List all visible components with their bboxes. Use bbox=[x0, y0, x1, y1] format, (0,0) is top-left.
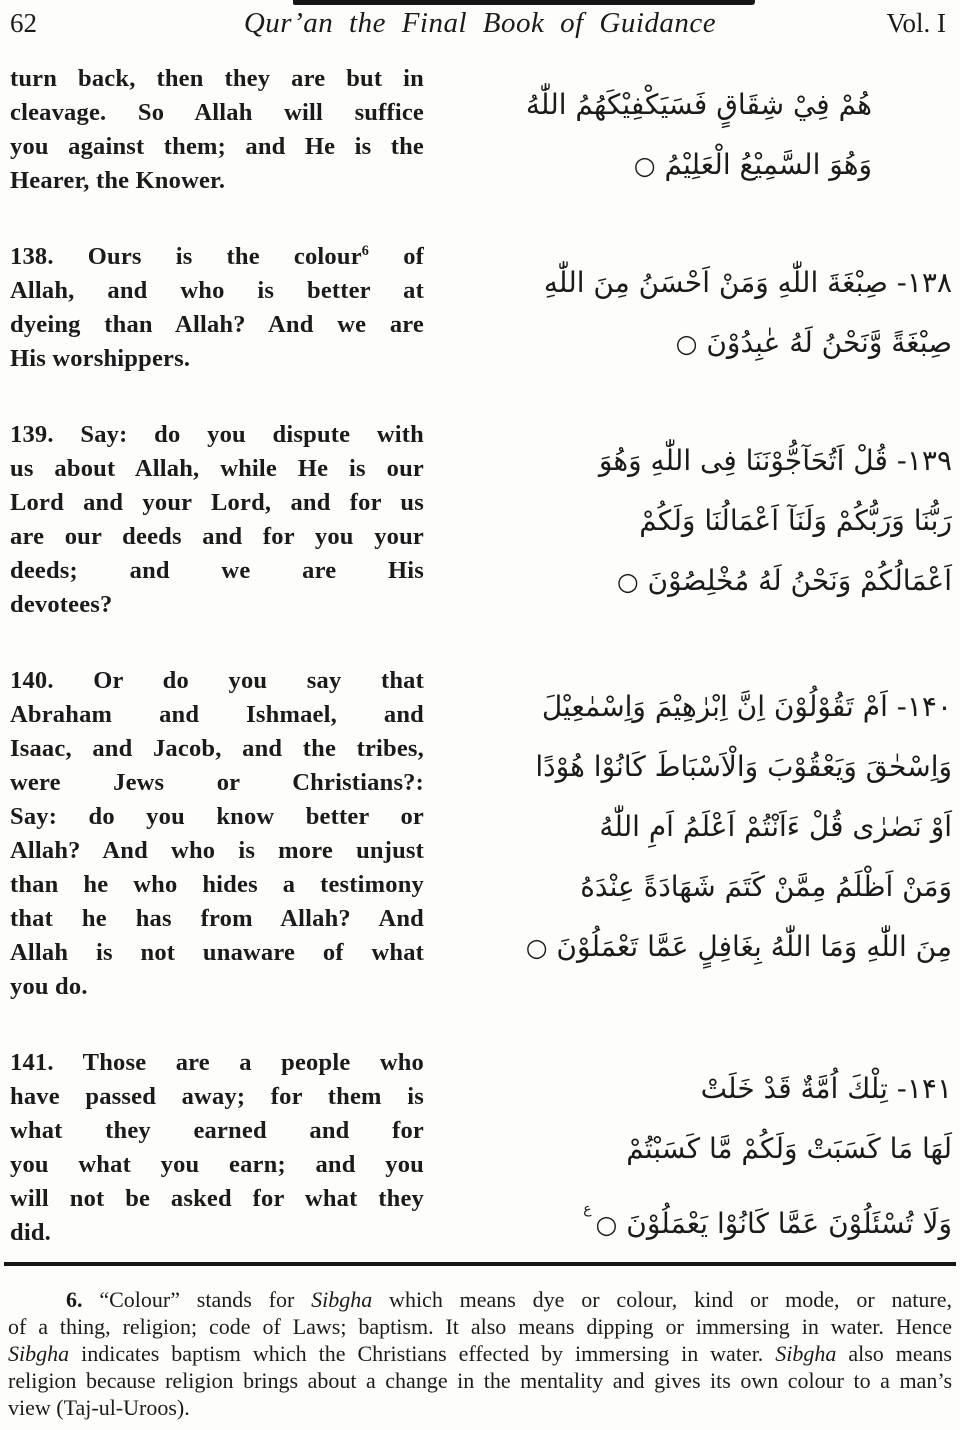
verse-english-text bbox=[10, 1046, 424, 1255]
verse-arabic-text bbox=[440, 62, 872, 198]
verse-english-text bbox=[10, 664, 424, 1004]
text-segment: اَوْ نَصٰرٰى قُلْ ءَاَنْتُمْ اَعْلَمُ اَمِ اللّٰهُ bbox=[599, 810, 952, 843]
text-segment: 140. Or do you say that bbox=[10, 667, 424, 694]
english-line bbox=[10, 520, 424, 554]
verse-arabic-text bbox=[440, 418, 952, 622]
text-segment: which means dye or colour, kind or mode, or nature, bbox=[372, 1287, 952, 1312]
english-line bbox=[10, 800, 424, 834]
english-line bbox=[10, 274, 424, 308]
english-line bbox=[10, 936, 424, 970]
arabic-line bbox=[440, 857, 952, 917]
text-segment: cleavage. So Allah will suffice bbox=[10, 99, 424, 126]
ruku-marker: ع bbox=[583, 1201, 592, 1217]
english-line bbox=[10, 1216, 424, 1250]
english-line bbox=[10, 834, 424, 868]
ayah-end-marker: ○ bbox=[633, 151, 656, 180]
text-segment: وَاِسْحٰقَ وَيَعْقُوْبَ وَالْاَسْبَاطَ كَانُوْا هُوْدًا bbox=[535, 750, 952, 783]
english-line bbox=[10, 452, 424, 486]
text-segment: were Jews or Christians?: bbox=[10, 769, 424, 796]
arabic-line bbox=[440, 313, 952, 374]
text-segment: religion because religion brings about a change in the mentality and gives its own colour to a man’s bbox=[8, 1368, 952, 1393]
verse-arabic-text bbox=[440, 240, 952, 376]
footnote-line bbox=[8, 1313, 952, 1340]
text-segment: Allah is not unaware of what bbox=[10, 939, 424, 966]
english-line bbox=[10, 698, 424, 732]
verse-140 bbox=[10, 664, 952, 1004]
bold-text: 6. bbox=[66, 1287, 83, 1312]
text-segment: وَهُوَ السَّمِيْعُ الْعَلِيْمُ bbox=[655, 148, 872, 181]
footnote-ref: 6 bbox=[361, 242, 370, 259]
text-segment: also means bbox=[836, 1341, 952, 1366]
text-segment: Allah, and who is better at bbox=[10, 277, 424, 304]
text-segment: us about Allah, while He is our bbox=[10, 455, 424, 482]
text-segment: His worshippers. bbox=[10, 345, 191, 372]
english-line bbox=[10, 868, 424, 902]
english-line bbox=[10, 970, 424, 1004]
footnote bbox=[8, 1286, 952, 1421]
text-segment: 138. Ours is the colour bbox=[10, 243, 362, 270]
arabic-line bbox=[440, 917, 952, 978]
verse-137-continuation bbox=[10, 62, 952, 198]
scan-artifact bbox=[293, 0, 755, 5]
text-segment: وَلَا تُسْئَلُوْنَ عَمَّا كَانُوْا يَعْمَلُوْنَ bbox=[617, 1207, 952, 1240]
footnote-line bbox=[8, 1340, 952, 1367]
arabic-line bbox=[440, 1059, 952, 1119]
text-segment: indicates baptism which the Christians effected by immersing in water. bbox=[69, 1341, 776, 1366]
text-segment: ۱۳۸- صِبْغَةَ اللّٰهِ وَمَنْ اَحْسَنُ مِنَ اللّٰهِ bbox=[543, 266, 952, 299]
text-segment: what they earned and for bbox=[10, 1117, 424, 1144]
page-title: Qur’an the Final Book of Guidance bbox=[243, 7, 717, 39]
footnote-divider bbox=[4, 1262, 956, 1266]
text-segment: you what you earn; and you bbox=[10, 1151, 424, 1178]
verse-138 bbox=[10, 240, 952, 376]
ayah-end-marker: ○ bbox=[595, 1210, 618, 1239]
text-segment: Say: do you know better or bbox=[10, 803, 424, 830]
text-segment: Allah? And who is more unjust bbox=[10, 837, 424, 864]
text-segment: رَبُّنَا وَرَبُّكُمْ وَلَنَآ اَعْمَالُنَا وَلَكُمْ bbox=[639, 504, 952, 537]
text-segment: devotees? bbox=[10, 591, 113, 618]
text-segment: you against them; and He is the bbox=[10, 133, 424, 160]
text-segment: ۱۴۱- تِلْكَ اُمَّةٌ قَدْ خَلَتْ bbox=[700, 1072, 952, 1105]
page-number: 62 bbox=[10, 8, 37, 38]
verse-english-text bbox=[10, 418, 424, 622]
text-segment: are our deeds and for you your bbox=[10, 523, 424, 550]
verse-141 bbox=[10, 1046, 952, 1255]
arabic-line bbox=[440, 1119, 952, 1179]
arabic-line bbox=[440, 431, 952, 491]
english-line bbox=[10, 902, 424, 936]
page-header bbox=[0, 6, 960, 52]
english-line bbox=[10, 62, 424, 96]
arabic-line bbox=[440, 491, 952, 551]
text-segment: Isaac, and Jacob, and the tribes, bbox=[10, 735, 424, 762]
arabic-line bbox=[440, 135, 872, 196]
text-segment: مِنَ اللّٰهِ وَمَا اللّٰهُ بِغَافِلٍ عَمَّا تَعْمَلُوْنَ bbox=[547, 930, 952, 963]
text-segment: هُمْ فِيْ شِقَاقٍ فَسَيَكْفِيْكَهُمُ اللّٰهُ bbox=[525, 88, 872, 121]
english-line bbox=[10, 308, 424, 342]
ayah-end-marker: ○ bbox=[525, 933, 548, 962]
text-segment: turn back, then they are but in bbox=[10, 65, 424, 92]
footnote-line bbox=[8, 1286, 952, 1313]
text-segment: view (Taj-ul-Uroos). bbox=[8, 1395, 190, 1420]
italic-text: Sibgha bbox=[311, 1287, 373, 1312]
volume-label: Vol. I bbox=[886, 8, 946, 38]
footnote-line bbox=[8, 1367, 952, 1394]
text-segment: صِبْغَةً وَّنَحْنُ لَهُ عٰبِدُوْنَ bbox=[697, 326, 952, 359]
text-segment: of a thing, religion; code of Laws; baptism. It also means dipping or immersing in water. Hence bbox=[8, 1314, 952, 1339]
text-segment: will not be asked for what they bbox=[10, 1185, 424, 1212]
english-line bbox=[10, 1046, 424, 1080]
text-segment: you do. bbox=[10, 973, 88, 1000]
arabic-line bbox=[440, 1179, 952, 1255]
english-line bbox=[10, 1148, 424, 1182]
ayah-end-marker: ○ bbox=[675, 329, 698, 358]
text-segment: Abraham and Ishmael, and bbox=[10, 701, 424, 728]
arabic-line bbox=[440, 551, 952, 612]
english-line bbox=[10, 588, 424, 622]
english-line bbox=[10, 164, 424, 198]
verses-container bbox=[10, 62, 952, 1297]
text-segment: that he has from Allah? And bbox=[10, 905, 424, 932]
arabic-line bbox=[440, 797, 952, 857]
english-line bbox=[10, 418, 424, 452]
text-segment: dyeing than Allah? And we are bbox=[10, 311, 424, 338]
text-segment: لَهَا مَا كَسَبَتْ وَلَكُمْ مَّا كَسَبْتُمْ bbox=[626, 1132, 952, 1165]
text-segment: ۱۳۹- قُلْ اَتُحَآجُّوْنَنَا فِى اللّٰهِ وَهُوَ bbox=[598, 444, 952, 477]
text-segment: have passed away; for them is bbox=[10, 1083, 424, 1110]
arabic-line bbox=[440, 253, 952, 313]
text-segment: ۱۴۰- اَمْ تَقُوْلُوْنَ اِنَّ اِبْرٰهِيْمَ وَاِسْمٰعِيْلَ bbox=[541, 690, 952, 723]
verse-139 bbox=[10, 418, 952, 622]
text-segment: of bbox=[369, 243, 425, 270]
english-line bbox=[10, 766, 424, 800]
text-segment: than he who hides a testimony bbox=[10, 871, 424, 898]
verse-arabic-text bbox=[440, 1046, 952, 1255]
text-segment: Lord and your Lord, and for us bbox=[10, 489, 424, 516]
text-segment: 139. Say: do you dispute with bbox=[10, 421, 424, 448]
arabic-line bbox=[440, 737, 952, 797]
english-line bbox=[10, 96, 424, 130]
english-line bbox=[10, 240, 424, 274]
text-segment: deeds; and we are His bbox=[10, 557, 424, 584]
text-segment: وَمَنْ اَظْلَمُ مِمَّنْ كَتَمَ شَهَادَةً عِنْدَهُ bbox=[580, 870, 952, 903]
english-line bbox=[10, 342, 424, 376]
verse-arabic-text bbox=[440, 664, 952, 1004]
text-segment: Hearer, the Knower. bbox=[10, 167, 226, 194]
text-segment: اَعْمَالُكُمْ وَنَحْنُ لَهُ مُخْلِصُوْنَ bbox=[638, 564, 952, 597]
english-line bbox=[10, 732, 424, 766]
verse-english-text bbox=[10, 62, 424, 198]
arabic-line bbox=[440, 75, 872, 135]
text-segment: did. bbox=[10, 1219, 51, 1246]
text-segment: “Colour” stands for bbox=[82, 1287, 312, 1312]
footnote-line bbox=[8, 1394, 952, 1421]
english-line bbox=[10, 1114, 424, 1148]
verse-english-text bbox=[10, 240, 424, 376]
arabic-line bbox=[440, 677, 952, 737]
english-line bbox=[10, 1080, 424, 1114]
english-line bbox=[10, 1182, 424, 1216]
italic-text: Sibgha bbox=[775, 1341, 837, 1366]
english-line bbox=[10, 664, 424, 698]
english-line bbox=[10, 130, 424, 164]
english-line bbox=[10, 554, 424, 588]
italic-text: Sibgha bbox=[8, 1341, 70, 1366]
ayah-end-marker: ○ bbox=[616, 567, 639, 596]
text-segment: 141. Those are a people who bbox=[10, 1049, 424, 1076]
english-line bbox=[10, 486, 424, 520]
